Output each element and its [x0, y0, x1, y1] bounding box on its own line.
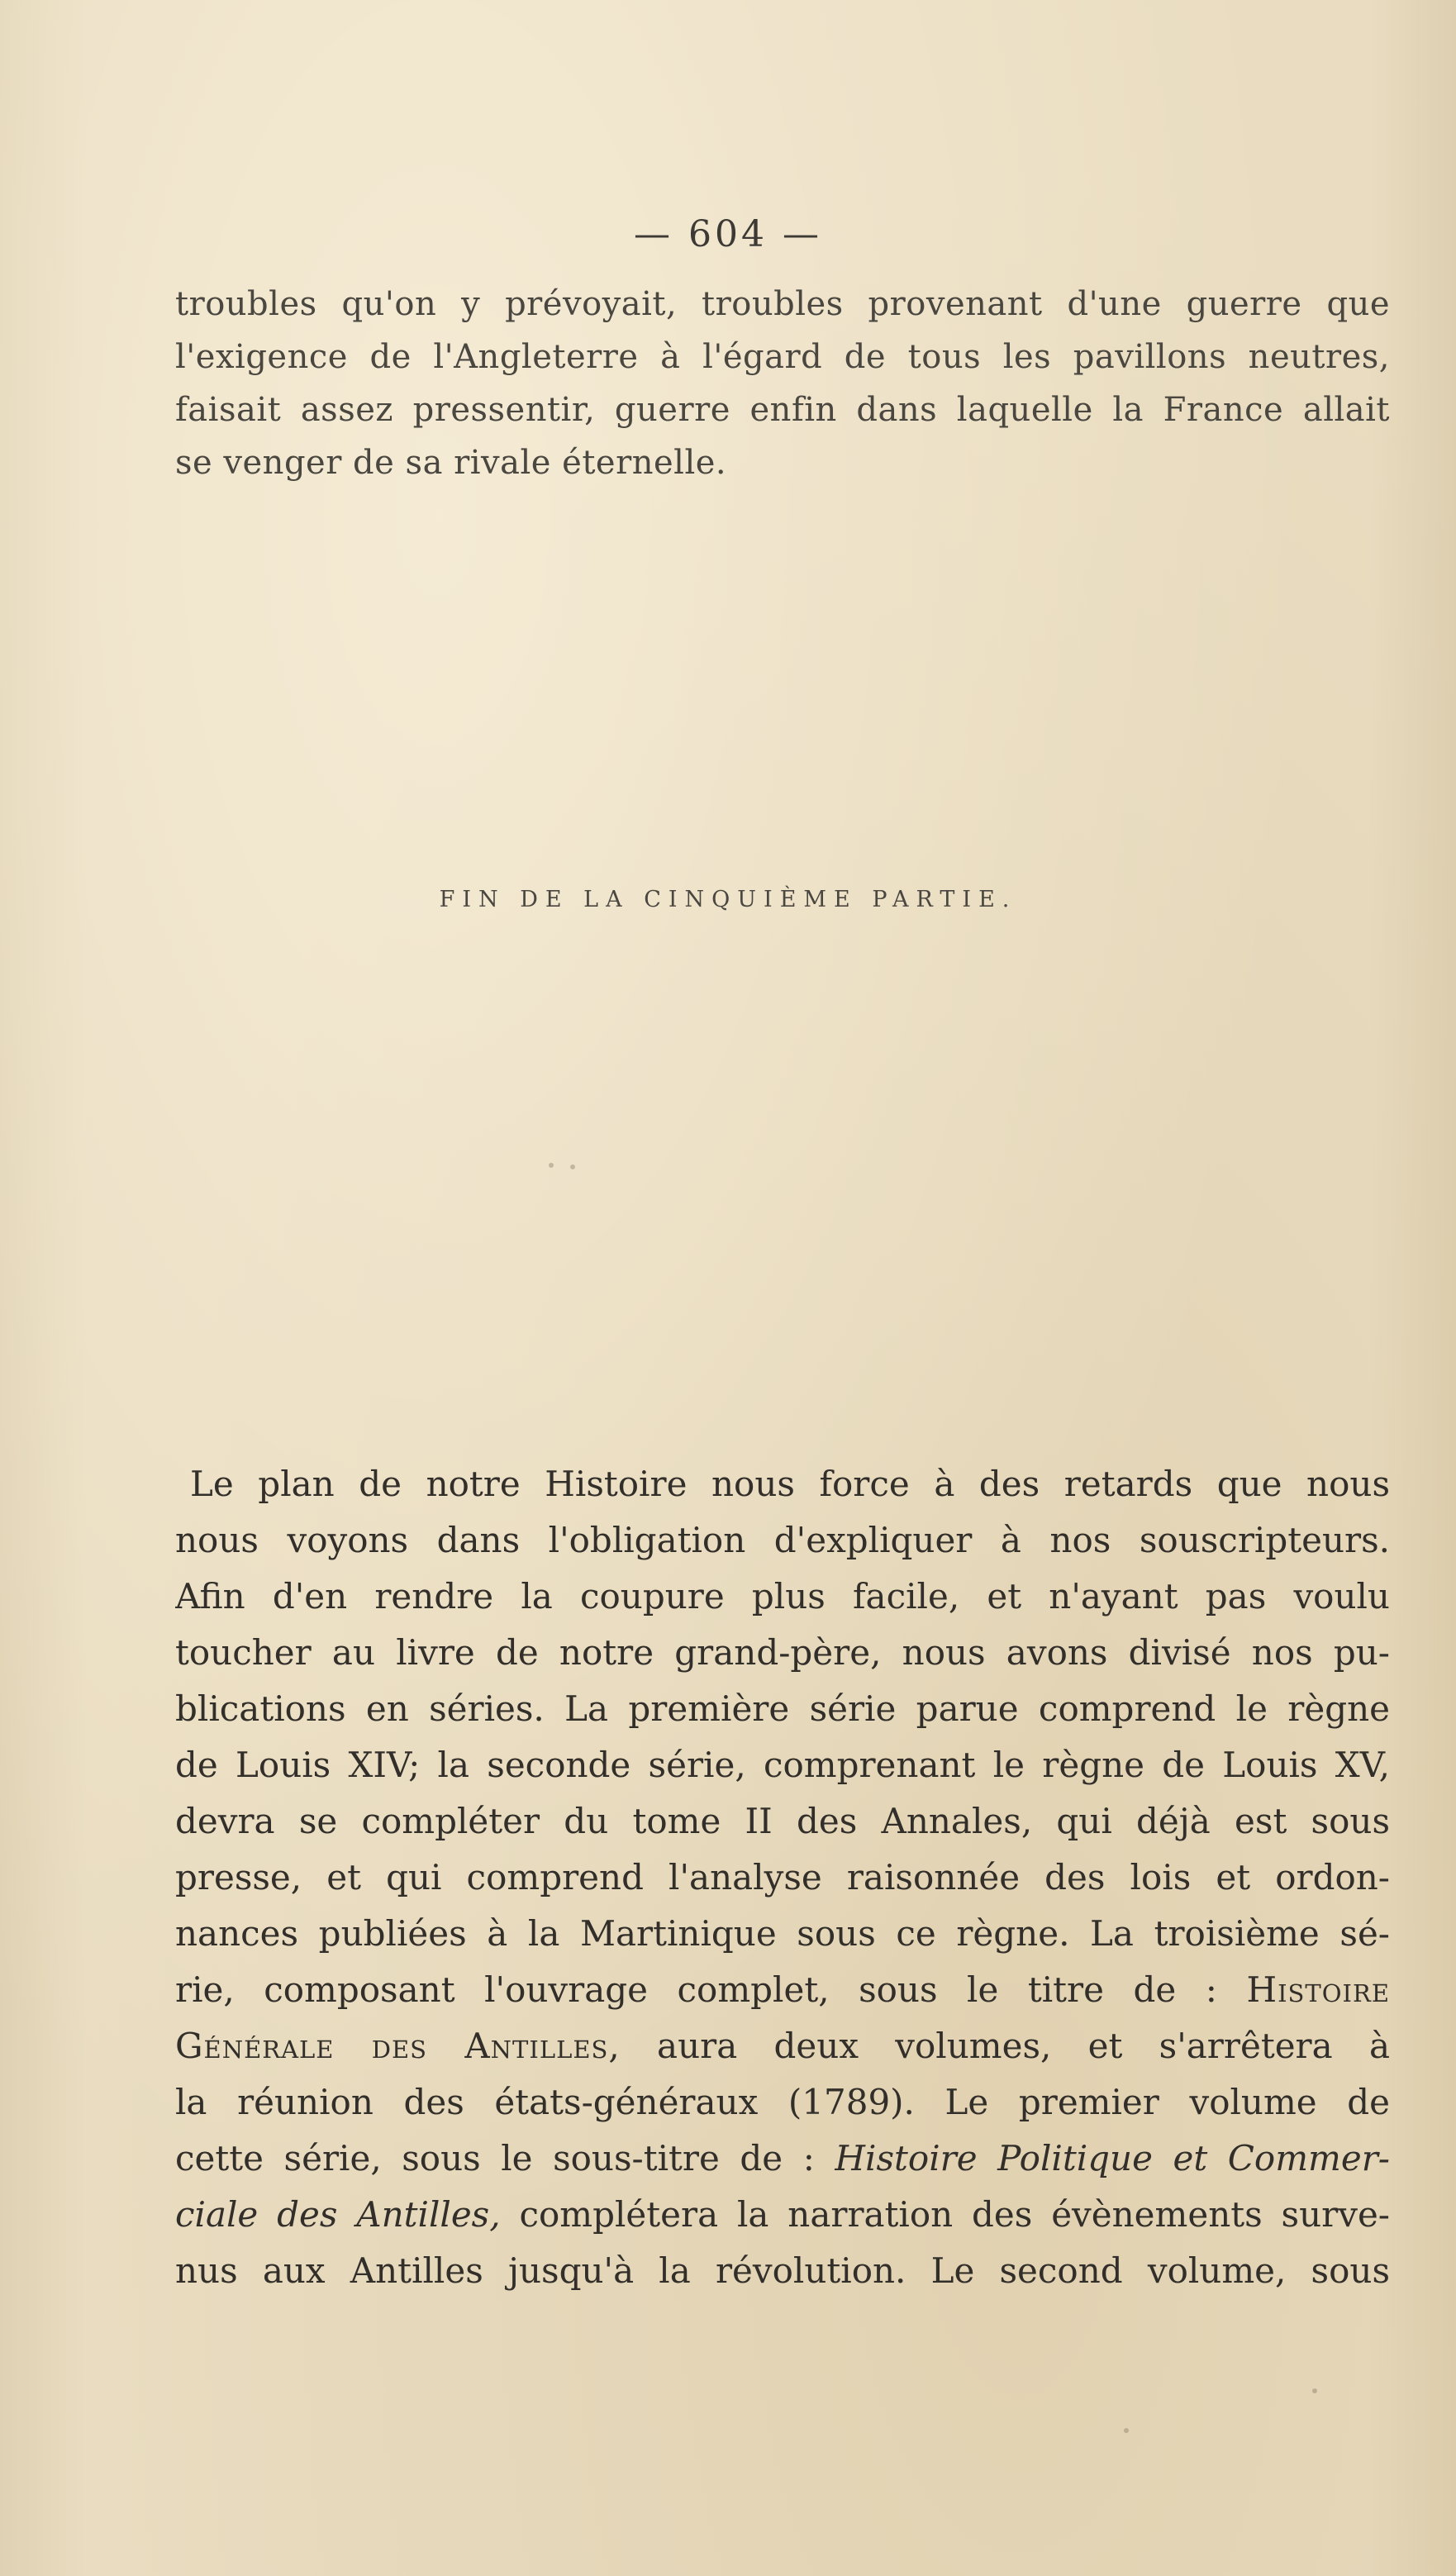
paper-speck	[1312, 2388, 1317, 2393]
text-line	[175, 2187, 1390, 2243]
text-line: troubles qu'on y prévoyait, troubles provenant d'une guerre que	[175, 285, 1390, 323]
book-title-smallcaps: Histoire	[1246, 1969, 1390, 2010]
text-line: nus aux Antilles jusqu'à la révolution. Le second volume, sous	[175, 2250, 1390, 2291]
text-line: devra se compléter du tome II des Annales, qui déjà est sous	[175, 1801, 1390, 1841]
text-line: toucher au livre de notre grand-père, nous avons divisé nos pu-	[175, 1632, 1390, 1673]
text-segment: aura deux volumes, et s'arrêtera à	[657, 2026, 1390, 2066]
paper-speck	[549, 1163, 554, 1168]
part-end-heading: FIN DE LA CINQUIÈME PARTIE.	[439, 887, 1017, 912]
paper-speck	[570, 1164, 575, 1169]
text-line: la réunion des états-généraux (1789). Le premier volume de	[175, 2082, 1390, 2122]
book-subtitle-italic: ciale des Antilles,	[175, 2194, 501, 2235]
text-line: blications en séries. La première série parue comprend le règne	[175, 1688, 1390, 1729]
text-segment: complétera la narration des évènements surve-	[519, 2194, 1390, 2235]
text-line: presse, et qui comprend l'analyse raisonnée des lois et ordon-	[175, 1857, 1390, 1897]
text-line: se venger de sa rivale éternelle.	[175, 444, 727, 482]
text-line: de Louis XIV; la seconde série, comprenant le règne de Louis XV,	[175, 1745, 1390, 1785]
text-line	[175, 2018, 1390, 2074]
paper-speck	[1124, 2428, 1129, 2433]
text-line: nous voyons dans l'obligation d'expliquer à nos souscripteurs.	[175, 1520, 1390, 1560]
paragraph-notice	[175, 1456, 1390, 2299]
text-segment: cette série, sous le sous-titre de :	[175, 2138, 815, 2178]
text-line	[175, 1962, 1390, 2018]
text-line	[175, 2131, 1390, 2187]
text-line: nances publiées à la Martinique sous ce règne. La troisième sé-	[175, 1913, 1390, 1954]
text-segment: rie, composant l'ouvrage complet, sous le titre de :	[175, 1969, 1217, 2010]
book-subtitle-italic: Histoire Politique et Commer-	[835, 2138, 1390, 2178]
text-line: faisait assez pressentir, guerre enfin dans laquelle la France allait	[175, 391, 1390, 429]
book-title-smallcaps: Générale des Antilles,	[175, 2026, 621, 2066]
page-number: — 604 —	[634, 213, 822, 255]
paragraph-continuation	[175, 278, 1390, 489]
text-line: Le plan de notre Histoire nous force à des retards que nous	[190, 1464, 1390, 1504]
text-line: l'exigence de l'Angleterre à l'égard de tous les pavillons neutres,	[175, 338, 1390, 376]
text-line: Afin d'en rendre la coupure plus facile, et n'ayant pas voulu	[175, 1576, 1390, 1617]
